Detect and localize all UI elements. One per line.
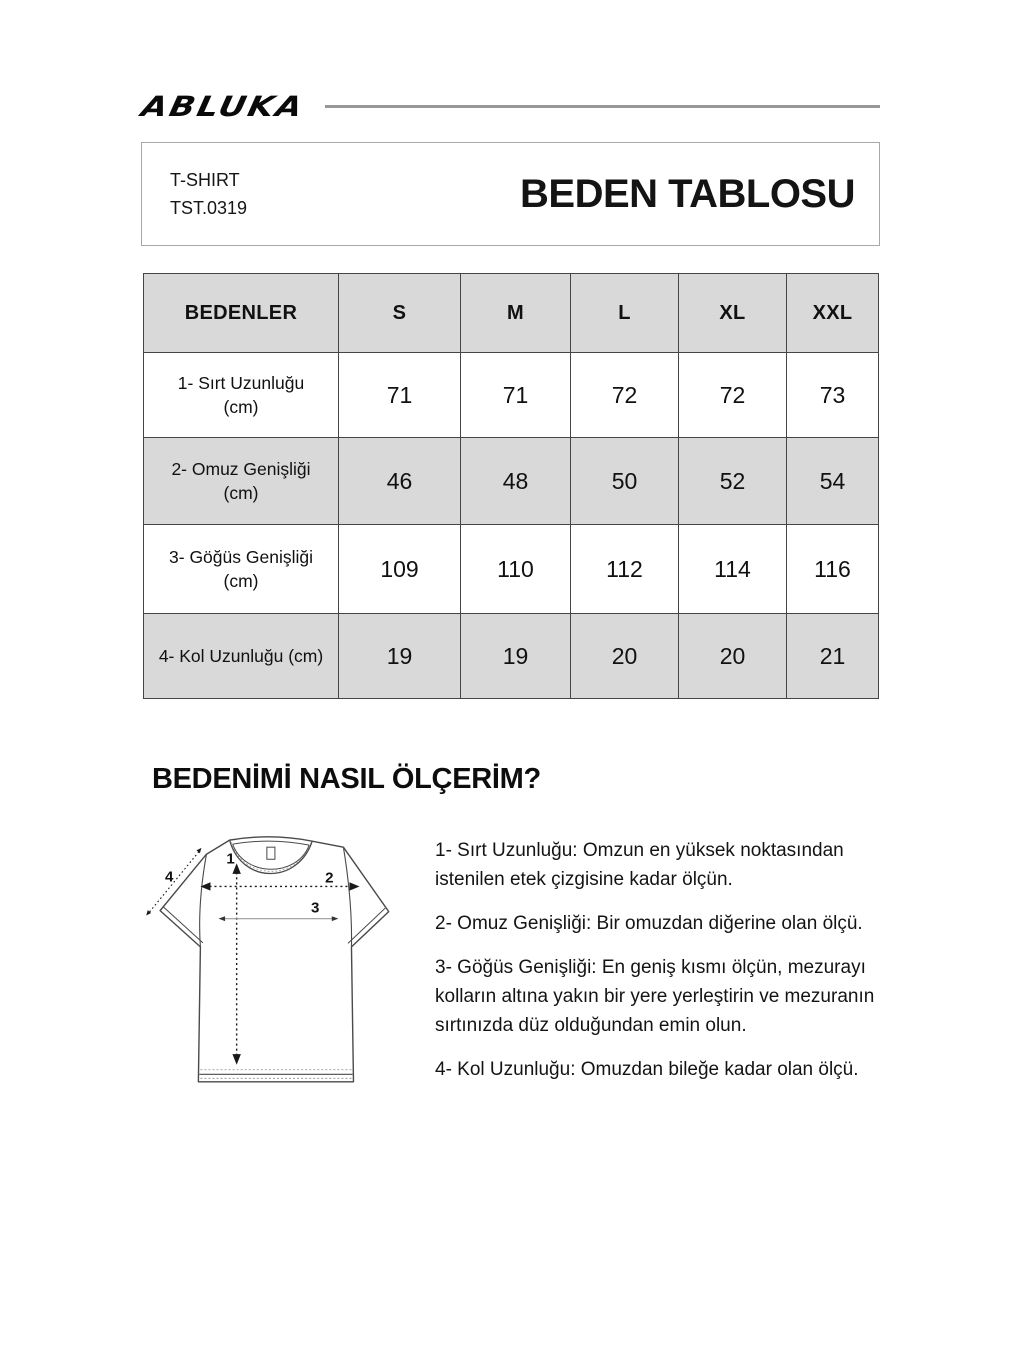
size-table (143, 273, 879, 699)
instruction-shoulder-width: 2- Omuz Genişliği: Bir omuzdan diğerine olan ölçü. (435, 913, 863, 934)
product-type: T-SHIRT (170, 170, 240, 190)
col-header-xxl: XXL (787, 274, 879, 353)
tshirt-measurement-diagram (145, 832, 427, 1099)
product-meta (170, 166, 247, 222)
title-box (141, 142, 880, 246)
instruction-back-length: 1- Sırt Uzunluğu: Omzun en yüksek noktasından istenilen etek çizgisine kadar ölçün. (435, 840, 844, 890)
size-value: 73 (787, 353, 879, 438)
page-title: BEDEN TABLOSU (520, 171, 855, 216)
diagram-label-1: 1 (226, 850, 235, 868)
size-value: 52 (679, 438, 787, 525)
col-header-m: M (461, 274, 571, 353)
size-value: 71 (339, 353, 461, 438)
size-value: 72 (679, 353, 787, 438)
row-label: 4- Kol Uzunluğu (cm) (144, 614, 339, 699)
table-row-sleeve-length (144, 614, 879, 699)
col-header-l: L (571, 274, 679, 353)
size-value: 114 (679, 525, 787, 614)
size-value: 20 (679, 614, 787, 699)
row-label: 3- Göğüs Genişliği (cm) (144, 525, 339, 614)
table-row-chest-width (144, 525, 879, 614)
size-value: 48 (461, 438, 571, 525)
tshirt-diagram-svg (145, 832, 427, 1094)
size-value: 109 (339, 525, 461, 614)
brand-header (138, 90, 880, 123)
how-to-section (145, 832, 893, 1099)
row-label: 2- Omuz Genişliği (cm) (144, 438, 339, 525)
instruction-sleeve-length: 4- Kol Uzunluğu: Omuzdan bileğe kadar olan ölçü. (435, 1059, 859, 1080)
measurement-instructions (435, 832, 893, 1099)
size-table-header-row (144, 274, 879, 353)
how-to-heading: BEDENİMİ NASIL ÖLÇERİM? (152, 763, 541, 795)
diagram-label-3: 3 (311, 899, 320, 917)
table-row-back-length (144, 353, 879, 438)
brand-logo: ABLUKA (138, 90, 308, 123)
size-value: 19 (461, 614, 571, 699)
arrowhead-4-top (196, 848, 201, 853)
size-value: 110 (461, 525, 571, 614)
diagram-label-2: 2 (325, 869, 334, 887)
neck-label-tag (267, 847, 275, 859)
size-value: 112 (571, 525, 679, 614)
col-header-s: S (339, 274, 461, 353)
size-value: 71 (461, 353, 571, 438)
row-label: 1- Sırt Uzunluğu (cm) (144, 353, 339, 438)
size-value: 21 (787, 614, 879, 699)
size-value: 72 (571, 353, 679, 438)
size-value: 19 (339, 614, 461, 699)
size-value: 54 (787, 438, 879, 525)
diagram-label-4: 4 (164, 868, 174, 886)
size-value: 46 (339, 438, 461, 525)
col-header-bedenler: BEDENLER (144, 274, 339, 353)
size-value: 116 (787, 525, 879, 614)
instruction-chest-width: 3- Göğüs Genişliği: En geniş kısmı ölçün, mezurayı kolların altına yakın bir yere yerleştirin ve mezuranın sırtınızda düz olduğundan emin olun. (435, 957, 875, 1036)
product-code: TST.0319 (170, 198, 248, 218)
col-header-xl: XL (679, 274, 787, 353)
size-value: 20 (571, 614, 679, 699)
logo-divider-line (325, 105, 880, 108)
table-row-shoulder-width (144, 438, 879, 525)
size-value: 50 (571, 438, 679, 525)
